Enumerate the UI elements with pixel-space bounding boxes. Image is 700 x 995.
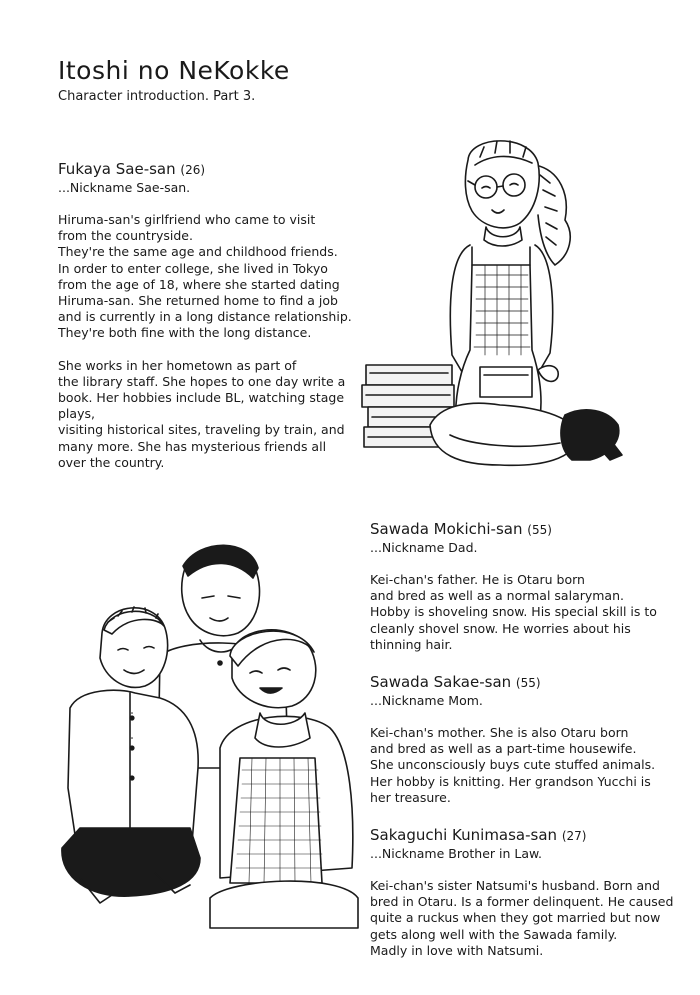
description-paragraph: She works in her hometown as part of the library staff. She hopes to one day write a book. Her hobbies include BL, watching stage plays, visiting historical sites, traveling by train, and many more. She has mysterious friends all over the country.: [58, 357, 346, 470]
description-paragraph: Kei-chan's father. He is Otaru born and bred as well as a normal salaryman. Hobby is shoveling snow. His special skill is to cleanly shovel snow. He worries about his thinning hair.: [370, 572, 657, 652]
page-title: Itoshi no NeKokke: [58, 56, 290, 85]
character-kunimasa: [370, 826, 680, 959]
character-age: (26): [180, 163, 206, 177]
character-nickname: ...Nickname Brother in Law.: [370, 846, 543, 861]
character-description: [370, 725, 670, 806]
character-description: [58, 212, 378, 471]
character-name: Fukaya Sae-san: [58, 160, 176, 178]
page-subtitle: Character introduction. Part 3.: [58, 89, 256, 104]
character-age: (27): [561, 829, 587, 843]
character-age: (55): [515, 676, 541, 690]
woman-kneeling-with-books-illustration: [360, 115, 630, 490]
character-mokichi: [370, 520, 670, 653]
description-paragraph: Kei-chan's mother. She is also Otaru born and bred as well as a part-time housewife. She unconsciously buys cute stuffed animals. Her hobby is knitting. Her grandson Yucchi is her treasure.: [370, 725, 656, 805]
mom-figure: [210, 630, 358, 928]
character-nickname: ...Nickname Dad.: [370, 540, 478, 555]
character-nickname: ...Nickname Mom.: [370, 693, 483, 708]
description-paragraph: Kei-chan's sister Natsumi's husband. Born and bred in Otaru. Is a former delinquent. He caused quite a ruckus when they got married but now gets along well with the Sawada family. Madly in love with Natsumi.: [370, 878, 674, 958]
character-age: (55): [527, 523, 552, 537]
description-paragraph: Hiruma-san's girlfriend who came to visit from the countryside. They're the same age and childhood friends. In order to enter college, she lived in Tokyo from the age of 18, where she started dating Hiruma-san. She returned home to find a job and is currently in a long distance relationship. They're both fine with the long distance.: [58, 212, 352, 341]
character-description: [370, 878, 680, 959]
character-nickname: ...Nickname Sae-san.: [58, 180, 191, 195]
character-name: Sawada Sakae-san: [370, 673, 512, 691]
character-sae: [58, 160, 378, 471]
family-group-illustration: [60, 538, 360, 933]
character-name: Sakaguchi Kunimasa-san: [370, 826, 558, 844]
character-description: [370, 572, 670, 653]
character-sakae: [370, 673, 670, 806]
character-name: Sawada Mokichi-san: [370, 520, 523, 538]
